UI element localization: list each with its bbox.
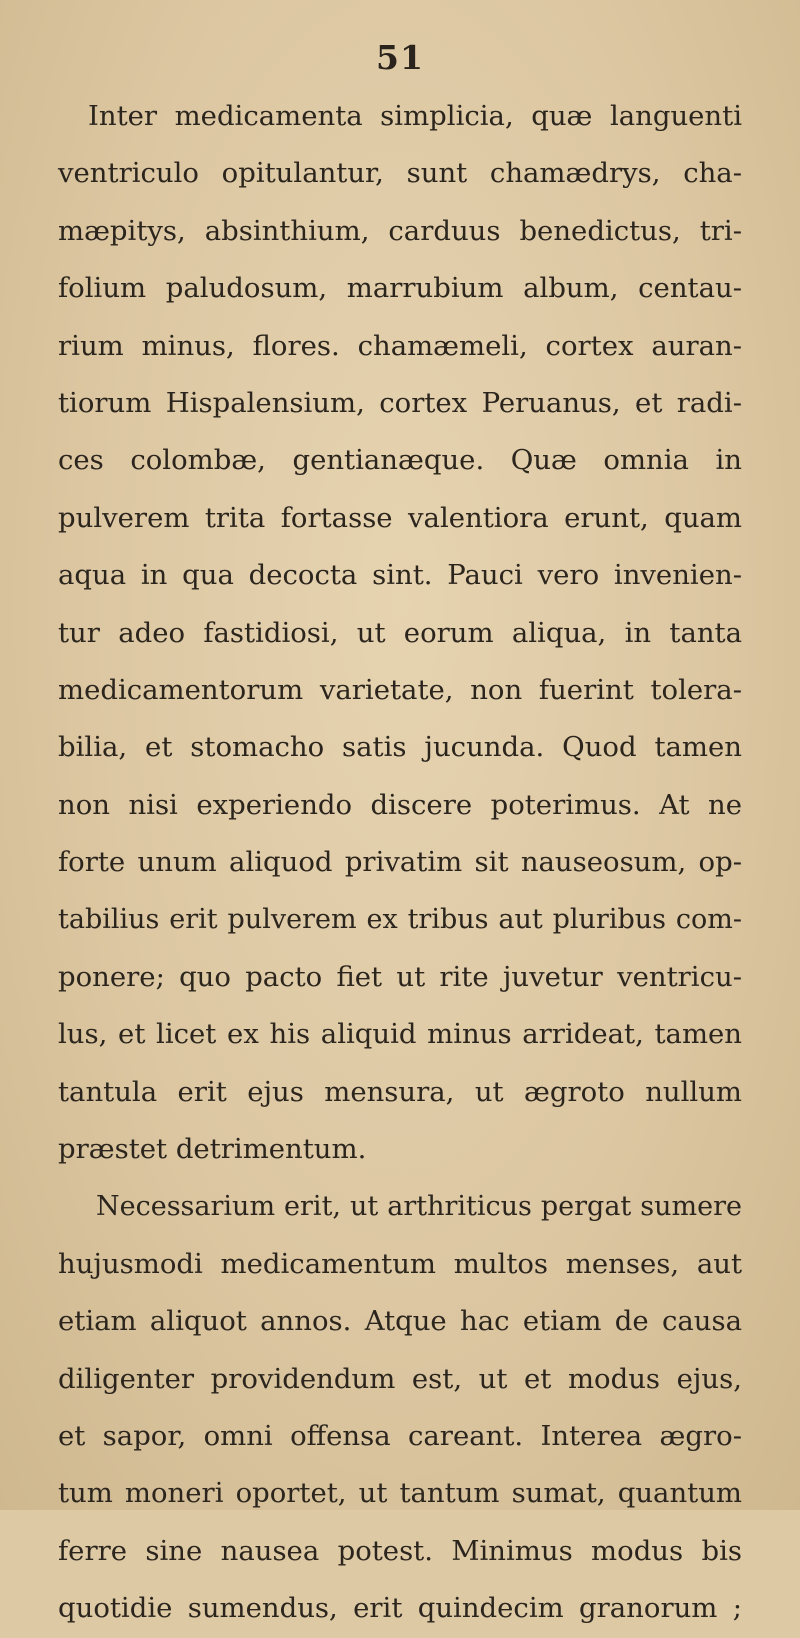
- text-line: forte unum aliquod privatim sit nauseosum, op-: [58, 846, 742, 879]
- text-line: medicamentorum varietate, non fuerint tolera-: [58, 673, 742, 706]
- text-line: Necessarium erit, ut arthriticus pergat sumere: [96, 1191, 742, 1223]
- text-line: etiam aliquot annos. Atque hac etiam de causa: [58, 1305, 742, 1338]
- text-line: ponere; quo pacto fiet ut rite juvetur ventricu-: [58, 960, 742, 993]
- paragraph-2: [58, 1178, 742, 1637]
- text-line: præstet detrimentum.: [58, 1133, 367, 1166]
- text-line: aqua in qua decocta sint. Pauci vero invenien-: [58, 559, 742, 592]
- text-line: tiorum Hispalensium, cortex Peruanus, et radi-: [58, 386, 742, 419]
- body-text: [58, 88, 742, 1638]
- text-line: tur adeo fastidiosi, ut eorum aliqua, in tanta: [58, 616, 742, 649]
- text-line: Inter medicamenta simplicia, quæ languenti: [88, 100, 742, 132]
- text-line: lus, et licet ex his aliquid minus arrideat, tamen: [58, 1018, 742, 1051]
- text-line: tabilius erit pulverem ex tribus aut pluribus com-: [58, 904, 742, 936]
- text-line: et sapor, omni offensa careant. Interea ægro-: [58, 1419, 742, 1452]
- text-line: tum moneri oportet, ut tantum sumat, quantum: [58, 1477, 742, 1510]
- text-line: ces colombæ, gentianæque. Quæ omnia in: [58, 444, 742, 477]
- text-line: ferre sine nausea potest. Minimus modus bis: [58, 1534, 742, 1567]
- page-number: 51: [376, 38, 424, 77]
- text-line: folium paludosum, marrubium album, centau-: [58, 272, 742, 305]
- text-line: pulverem trita fortasse valentiora erunt, quam: [58, 501, 742, 534]
- text-line: quotidie sumendus, erit quindecim granorum ;: [58, 1592, 742, 1625]
- paragraph-1: [58, 88, 742, 1178]
- text-line: mæpitys, absinthium, carduus benedictus, tri-: [58, 214, 742, 247]
- text-line: ventriculo opitulantur, sunt chamædrys, cha-: [58, 157, 742, 190]
- text-line: diligenter providendum est, ut et modus ejus,: [58, 1362, 742, 1395]
- text-line: rium minus, flores. chamæmeli, cortex auran-: [58, 329, 742, 362]
- text-line: tantula erit ejus mensura, ut ægroto nullum: [58, 1075, 742, 1108]
- text-line: hujusmodi medicamentum multos menses, aut: [58, 1247, 742, 1280]
- text-line: non nisi experiendo discere poterimus. At ne: [58, 788, 742, 821]
- text-line: bilia, et stomacho satis jucunda. Quod tamen: [58, 731, 742, 764]
